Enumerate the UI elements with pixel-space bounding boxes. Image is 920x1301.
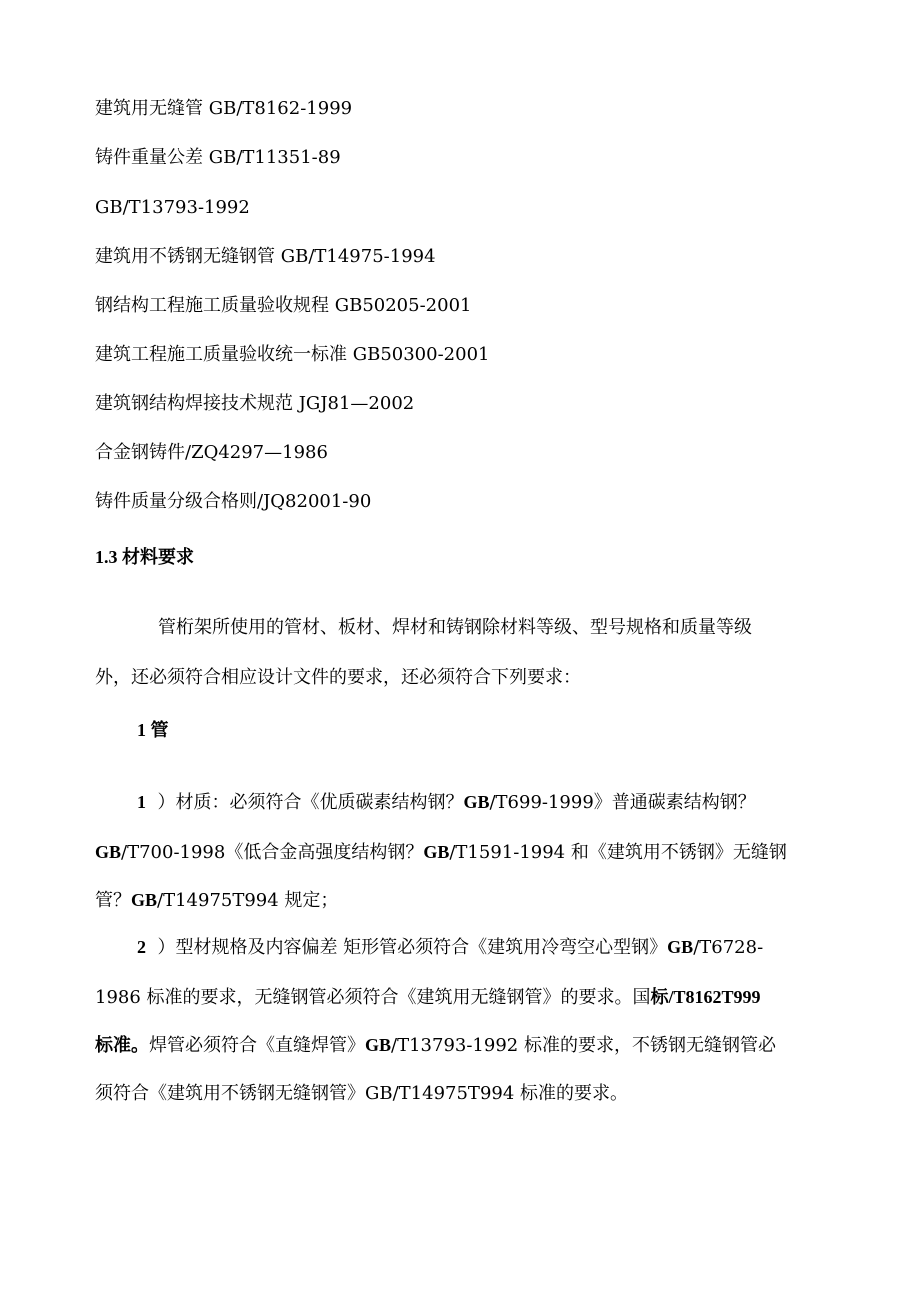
intro-line: 管桁架所使用的管材、板材、焊材和铸钢除材料等级、型号规格和质量等级 xyxy=(158,617,752,638)
item-number: 1 xyxy=(137,792,146,812)
subheading: 1 管 xyxy=(137,720,169,740)
reference-line: 铸件质量分级合格则/JQ82001-90 xyxy=(95,491,372,512)
reference-line: 建筑钢结构焊接技术规范 JGJ81—2002 xyxy=(95,393,415,414)
item-2-line: 须符合《建筑用不锈钢无缝钢管》GB/T14975T994 标准的要求。 xyxy=(95,1083,629,1104)
section-heading: 1.3 材料要求 xyxy=(95,547,194,567)
intro-line: 外，还必须符合相应设计文件的要求，还必须符合下列要求： xyxy=(95,667,581,688)
reference-line: 钢结构工程施工质量验收规程 GB50205-2001 xyxy=(95,295,472,316)
reference-line: 建筑用无缝管 GB/T8162-1999 xyxy=(95,98,353,119)
item-2-line: 1986 标准的要求，无缝钢管必须符合《建筑用无缝钢管》的要求。国标/T8162T999 xyxy=(95,987,761,1008)
item-1-line: 1 ）材质：必须符合《优质碳素结构钢？GB/T699-1999》普通碳素结构钢？ xyxy=(137,792,756,813)
reference-line: GB/T13793-1992 xyxy=(95,197,250,218)
item-2-line: 2 ）型材规格及内容偏差 矩形管必须符合《建筑用冷弯空心型钢》GB/T6728- xyxy=(137,937,764,958)
reference-line: 建筑工程施工质量验收统一标准 GB50300-2001 xyxy=(95,344,490,365)
reference-line: 铸件重量公差 GB/T11351-89 xyxy=(95,147,341,168)
item-1-line: 管？GB/T14975T994 规定； xyxy=(95,890,339,911)
reference-line: 建筑用不锈钢无缝钢管 GB/T14975-1994 xyxy=(95,246,436,267)
item-1-line: GB/T700-1998《低合金高强度结构钢？GB/T1591-1994 和《建筑用不锈钢》无缝钢 xyxy=(95,842,787,863)
item-number: 2 xyxy=(137,937,146,957)
reference-line: 合金钢铸件/ZQ4297—1986 xyxy=(95,442,328,463)
item-2-line: 标准。焊管必须符合《直缝焊管》GB/T13793-1992 标准的要求，不锈钢无缝钢管必 xyxy=(95,1035,776,1056)
